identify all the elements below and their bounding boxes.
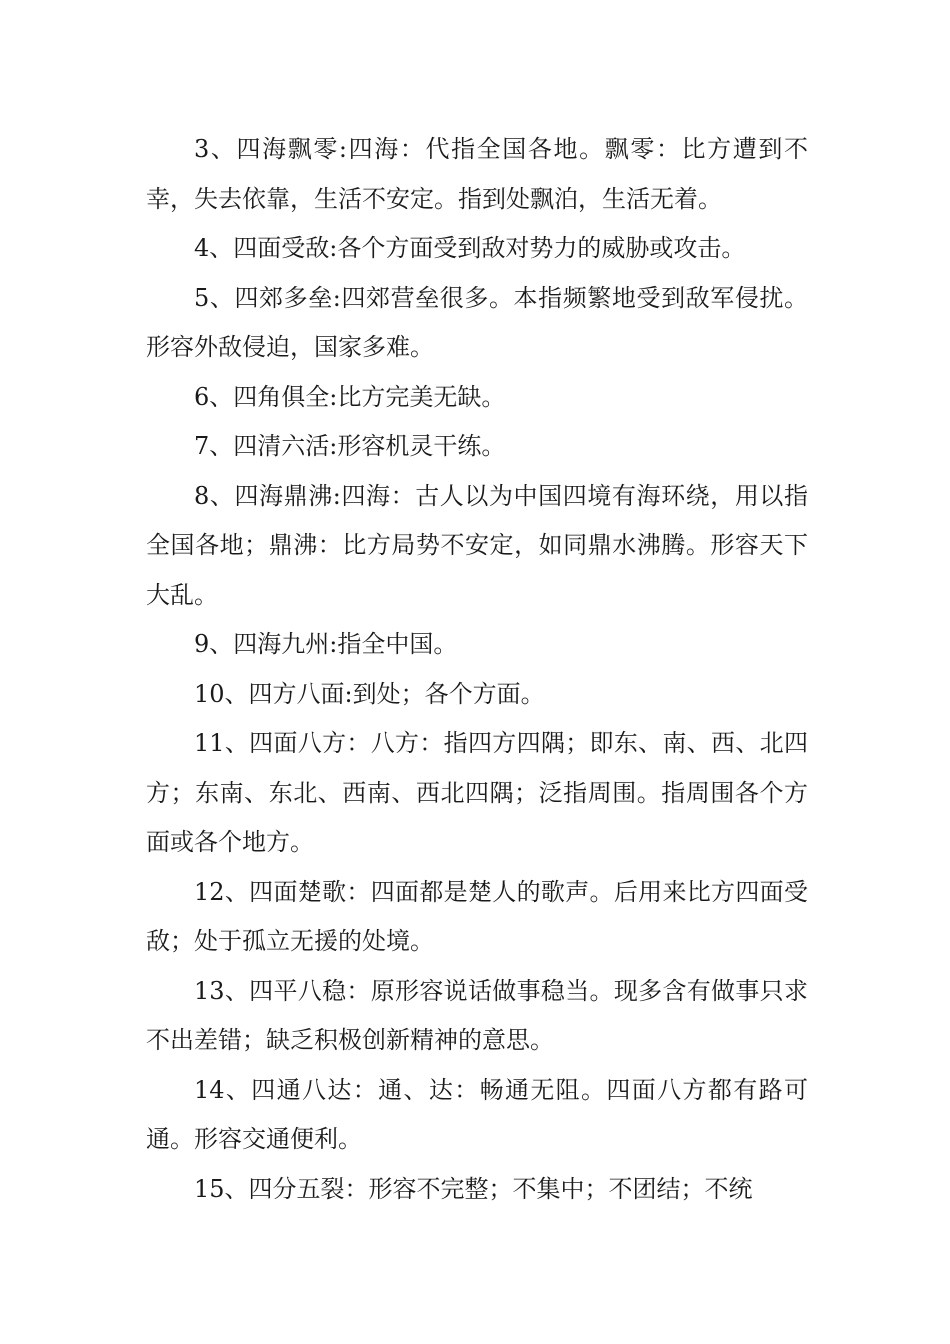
- idiom-entry-3: 3、四海飘零:四海：代指全国各地。飘零：比方遭到不幸，失去依靠，生活不安定。指到处飘泊，生活无着。: [146, 135, 808, 213]
- idiom-entry-10: 10、四方八面:到处；各个方面。: [194, 679, 545, 708]
- idiom-entry-11: 11、四面八方：八方：指四方四隅；即东、南、西、北四方；东南、东北、西南、西北四隅；泛指周围。指周围各个方面或各个地方。: [146, 729, 808, 856]
- idiom-entry-12: 12、四面楚歌：四面都是楚人的歌声。后用来比方四面受敌；处于孤立无援的处境。: [146, 877, 808, 955]
- idiom-entry-15: 15、四分五裂：形容不完整；不集中；不团结；不统: [194, 1174, 753, 1203]
- document-body: [146, 125, 808, 1214]
- idiom-entry-14: 14、四通八达：通、达：畅通无阻。四面八方都有路可通。形容交通便利。: [146, 1075, 808, 1153]
- idiom-entry-5: 5、四郊多垒:四郊营垒很多。本指频繁地受到敌军侵扰。形容外敌侵迫，国家多难。: [146, 283, 808, 361]
- idiom-entry-9: 9、四海九州:指全中国。: [194, 630, 458, 658]
- idiom-entry-8: 8、四海鼎沸:四海：古人以为中国四境有海环绕，用以指全国各地；鼎沸：比方局势不安定，如同鼎水沸腾。形容天下大乱。: [146, 481, 808, 609]
- idiom-entry-7: 7、四清六活:形容机灵干练。: [194, 432, 506, 460]
- idiom-entry-6: 6、四角俱全:比方完美无缺。: [194, 382, 506, 411]
- idiom-entry-13: 13、四平八稳：原形容说话做事稳当。现多含有做事只求不出差错；缺乏积极创新精神的意思。: [146, 976, 808, 1054]
- idiom-entry-4: 4、四面受敌:各个方面受到敌对势力的威胁或攻击。: [194, 234, 746, 262]
